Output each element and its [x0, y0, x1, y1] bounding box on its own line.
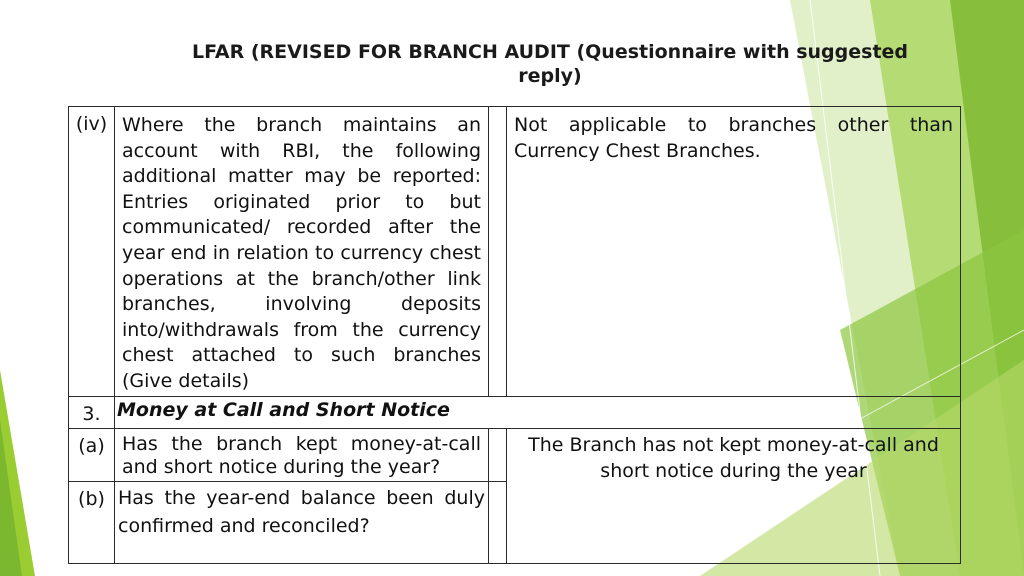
row-number: (a)	[69, 429, 115, 482]
row-number: (iv)	[69, 107, 115, 397]
section-title: Money at Call and Short Notice	[115, 397, 961, 429]
row-number: (b)	[69, 482, 115, 564]
title-line-1: LFAR (REVISED FOR BRANCH AUDIT (Questionnaire with suggested	[191, 41, 909, 63]
reply-cell: The Branch has not kept money-at-call and short notice during the year	[507, 429, 961, 564]
spacer-cell	[489, 482, 507, 564]
table-row	[69, 429, 961, 482]
question-cell: Where the branch maintains an account with RBI, the following additional matter may be reported: Entries originated prior to but communicated/ recorded after the year end in relation to currency chest operations at the branch/other link branches, involving deposits into/withdrawals from the currency chest attached to such branches (Give details)	[115, 107, 489, 397]
reply-cell: Not applicable to branches other than Currency Chest Branches.	[507, 107, 961, 397]
section-number: 3.	[69, 397, 115, 429]
spacer-cell	[489, 107, 507, 397]
spacer-cell	[489, 429, 507, 482]
question-cell: Has the branch kept money-at-call and short notice during the year?	[115, 429, 489, 482]
questionnaire-table	[68, 106, 961, 564]
question-cell: Has the year-end balance been duly confirmed and reconciled?	[115, 482, 489, 564]
slide-title	[150, 40, 950, 88]
table-row	[69, 107, 961, 397]
title-line-2: reply)	[518, 65, 582, 87]
section-row	[69, 397, 961, 429]
